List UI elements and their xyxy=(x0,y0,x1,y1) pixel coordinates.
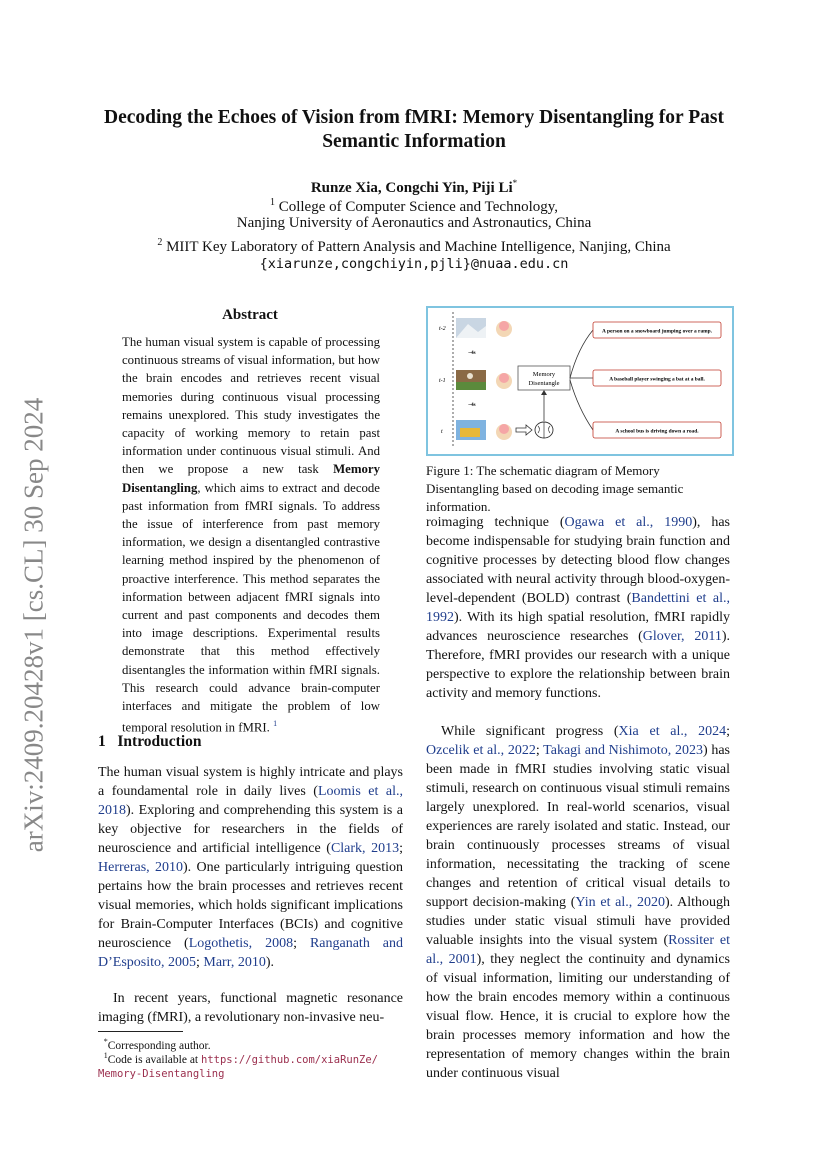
code-link[interactable]: https://github.com/xiaRunZe/ xyxy=(201,1053,379,1066)
intro-paragraph-1 xyxy=(98,763,403,972)
delta-2: ~4s xyxy=(468,403,476,408)
fn-star-text: Corresponding author. xyxy=(107,1039,211,1052)
citation-link[interactable]: Ozcelik et al., 2022 xyxy=(426,743,536,758)
citation-link[interactable]: Takagi and Nishimoto, 2023 xyxy=(543,743,703,758)
text: ; xyxy=(399,841,403,856)
head-icon xyxy=(496,373,512,389)
section-title: Introduction xyxy=(117,733,202,750)
title-line-2: Semantic Information xyxy=(322,131,506,152)
text: ). xyxy=(265,955,274,970)
citation-link[interactable]: Bandettini et al., 1992 xyxy=(426,591,730,625)
text: roimaging technique ( xyxy=(426,515,565,530)
text: ). With its high spatial resolution, fMRI rapidly advances neuroscience researches ( xyxy=(426,610,730,644)
aff2-line: MIIT Key Laboratory of Pattern Analysis and Machine Intelligence, Nanjing, China xyxy=(166,239,671,255)
text: ) has been made in fMRI studies involving static visual stimuli, research on continuous visual stimuli remains largely unexplored. In real-world scenarios, visual experiences are rarely isolated and static. Instead, our brain continuously processes streams of visual information, necessitating the tracking of scene changes and retention of critical visual details to support decision-making ( xyxy=(426,743,731,910)
output-text-3: A school bus is driving down a road. xyxy=(615,428,699,435)
affiliation-1-cont xyxy=(60,213,768,233)
text: ). Exploring and comprehending this system is a key objective for researchers in the fields of neuroscience and artificial intelligence ( xyxy=(98,803,403,856)
citation-link[interactable]: Logothetis, 2008 xyxy=(188,936,294,951)
citation-link[interactable]: Xia et al., 2024 xyxy=(618,724,727,739)
authors: Runze Xia, Congchi Yin, Piji Li xyxy=(310,180,513,196)
fn-star-mark: * xyxy=(103,1037,108,1046)
citation-link[interactable]: Herreras, 2010 xyxy=(98,860,184,875)
text: ). Therefore, fMRI provides our research with a unique perspective to explore the relationship between brain activity and memory functions. xyxy=(426,629,731,701)
text: ; xyxy=(293,936,310,951)
stimulus-image-bus xyxy=(456,420,486,440)
text: While significant progress ( xyxy=(441,724,619,739)
paper-title xyxy=(60,106,768,154)
figure-1 xyxy=(426,306,734,456)
citation-link[interactable]: Marr, 2010 xyxy=(203,955,266,970)
text: ). Although studies under static visual stimuli have provided valuable insights into the visual system ( xyxy=(426,895,730,948)
section-number: 1 xyxy=(98,733,106,750)
text: ; xyxy=(535,743,544,758)
citation-link[interactable]: Clark, 2013 xyxy=(330,841,400,856)
text: ). One particularly intriguing question pertains how the brain processes and retrieves recent visual memories, which holds significant implications for Brain-Computer Interfaces (BCIs) and cognitive neuroscience ( xyxy=(98,860,403,951)
figure-diagram xyxy=(428,308,728,450)
section-heading-introduction xyxy=(98,733,202,751)
citation-link[interactable]: Loomis et al., 2018 xyxy=(98,784,403,818)
arrow-right-icon xyxy=(516,425,532,435)
brain-icon xyxy=(535,422,553,438)
output-text-2: A baseball player swinging a bat at a ball. xyxy=(609,376,705,383)
memory-box-line1: Memory xyxy=(532,371,556,378)
arxiv-sidebar-stamp xyxy=(10,355,58,895)
text: ; xyxy=(726,724,730,739)
citation-link[interactable]: Ogawa et al., 1990 xyxy=(564,515,693,530)
text: ; xyxy=(196,955,204,970)
right-paragraph-1 xyxy=(426,513,730,703)
output-text-1: A person on a snowboard jumping over a ramp. xyxy=(602,328,712,335)
email: {xiarunze,congchiyin,pjli}@nuaa.edu.cn xyxy=(259,256,569,272)
figure-1-caption: Figure 1: The schematic diagram of Memory Disentangling based on decoding image semantic information. xyxy=(426,463,684,514)
text: ), they neglect the continuity and dynamics of visual information, limiting our understanding of how the brain encodes memory within a continuous visual flow. Hence, it is crucial to explore how the brain processes memory information and how the representation of memory changes within the brain under continuous visual xyxy=(426,952,731,1081)
stimulus-image-baseball xyxy=(456,370,486,390)
aff1-line2: Nanjing University of Aeronautics and Astronautics, China xyxy=(236,215,592,231)
label-t-minus-2: t-2 xyxy=(439,326,446,332)
memory-box-line2: Disentangle xyxy=(528,380,560,387)
head-icon xyxy=(496,321,512,337)
fn1-text: Code is available at xyxy=(107,1053,201,1066)
code-link-cont[interactable]: Memory-Disentangling xyxy=(98,1067,225,1080)
right-paragraph-2 xyxy=(426,722,730,1083)
head-icon xyxy=(496,424,512,440)
branch-up xyxy=(570,330,593,378)
stimulus-image-snowboard xyxy=(456,318,486,338)
aff1-sup: 1 xyxy=(269,197,275,208)
abstract-bold-term: Memory Disentangling xyxy=(122,462,380,495)
aff1-line1: College of Computer Science and Technology, xyxy=(278,199,559,215)
footnote-rule xyxy=(98,1031,183,1032)
title-line-1: Decoding the Echoes of Vision from fMRI: Memory Disentangling for Past xyxy=(104,107,724,128)
abstract-heading: Abstract xyxy=(222,307,278,323)
abstract-text-2: , which aims to extract and decode past information from fMRI signals. To address the issue of interference from past memory information, we design a disentangled contrastive learning method inspired by the phenomenon of proactive interference. This method separates the information between adjacent fMRI signals into current and past components and decodes them into image descriptions. Experimental results demonstrate that this method effectively disentangles the information within fMRI signals. This research could advance brain-computer interfaces and mitigate the problem of low temporal resolution in fMRI. xyxy=(122,480,380,735)
citation-link[interactable]: Ranganath and D’Esposito, 2005 xyxy=(98,936,404,970)
aff2-sup: 2 xyxy=(157,237,163,248)
footnote-ref-1[interactable]: 1 xyxy=(273,719,278,729)
intro-paragraph-2: In recent years, functional magnetic resonance imaging (fMRI), a revolutionary non-invasive neu- xyxy=(98,991,403,1025)
branch-down xyxy=(570,380,593,430)
footnote-code xyxy=(98,1049,403,1081)
citation-link[interactable]: Glover, 2011 xyxy=(642,629,722,644)
citation-link[interactable]: Yin et al., 2020 xyxy=(575,895,665,910)
corresponding-mark: * xyxy=(512,178,518,188)
citation-link[interactable]: Rossiter et al., 2001 xyxy=(426,933,730,967)
arxiv-id: arXiv:2409.20428v1 [cs.CL] 30 Sep 2024 xyxy=(18,397,49,853)
label-t-minus-1: t-1 xyxy=(439,378,446,384)
abstract-text-1: The human visual system is capable of processing continuous streams of visual information, but how the brain encodes and retrieves recent visual memories during continuous visual processing remains unexplored. This study investigates the capacity of working memory to retain past information under continuous visual stimuli. And then we propose a new task xyxy=(122,335,380,477)
abstract-body xyxy=(122,333,380,737)
fn1-mark: 1 xyxy=(103,1051,108,1060)
arrow-up-head xyxy=(541,390,547,395)
text: The human visual system is highly intricate and plays a foundamental role in daily lives ( xyxy=(98,765,403,799)
label-t: t xyxy=(441,429,443,435)
delta-1: ~4s xyxy=(468,351,476,356)
text: ), has become indispensable for studying brain function and cognitive processes by detecting blood flow changes associated with neural activity through blood-oxygen-level-dependent (BOLD) contrast ( xyxy=(426,515,731,606)
